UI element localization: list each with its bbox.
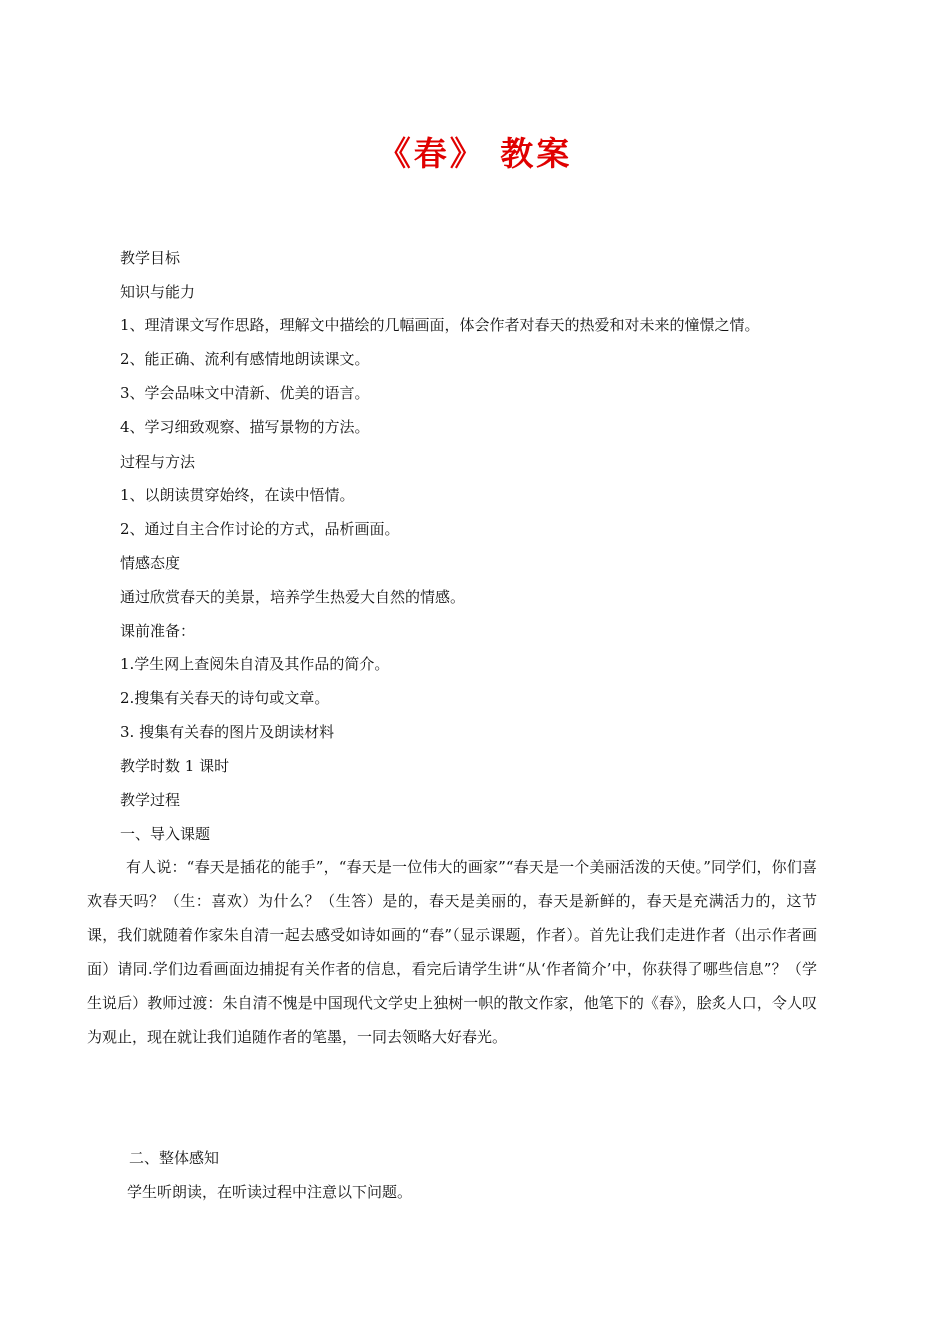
heading-knowledge-ability: 知识与能力 [120, 283, 196, 301]
attitude-text: 通过欣赏春天的美景，培养学生热爱大自然的情感。 [120, 588, 466, 606]
prep-item-1: 1.学生网上查阅朱自清及其作品的简介。 [120, 655, 390, 673]
heading-section-2: 二、整体感知 [129, 1149, 220, 1167]
heading-attitude: 情感态度 [120, 554, 181, 572]
heading-teaching-goals: 教学目标 [120, 249, 181, 267]
intro-paragraph: 有人说：“春天是插花的能手”，“春天是一位伟大的画家”“春天是一个美丽活泼的天使。”同学们，你们喜欢春天吗？（生：喜欢）为什么？（生答）是的，春天是美丽的，春天是新鲜的，春天是充满活力的，这节课，我们就随着作家朱自清一起去感受如诗如画的“春”（显示课题，作者）。首先让我们走进作者（出示作者画面）请同.学们边看画面边捕捉有关作者的信息，看完后请学生讲“从‘作者简介’中，你获得了哪些信息”？（学生说后）教师过渡：朱自清不愧是中国现代文学史上独树一帜的散文作家，他笔下的《春》，脍炙人口，令人叹为观止，现在就让我们追随作者的笔墨，一同去领略大好春光。 [87, 858, 817, 1046]
goal-item-1: 1、理清课文写作思路，理解文中描绘的几幅画面，体会作者对春天的热爱和对未来的憧憬之情。 [120, 316, 760, 334]
method-item-1: 1、以朗读贯穿始终，在读中悟情。 [120, 486, 355, 504]
prep-item-3: 3. 搜集有关春的图片及朗读材料 [120, 723, 335, 741]
method-item-2: 2、通过自主合作讨论的方式，品析画面。 [120, 520, 400, 538]
heading-teaching-process: 教学过程 [120, 791, 181, 809]
document-title: 《春》 教案 [377, 134, 573, 173]
section-2-text: 学生听朗读，在听读过程中注意以下问题。 [127, 1183, 413, 1201]
goal-item-3: 3、学会品味文中清新、优美的语言。 [120, 384, 370, 402]
heading-section-1: 一、导入课题 [120, 825, 211, 843]
class-hours: 教学时数 1 课时 [120, 757, 230, 775]
goal-item-2: 2、能正确、流利有感情地朗读课文。 [120, 350, 370, 368]
heading-preparation: 课前准备： [120, 622, 196, 640]
prep-item-2: 2.搜集有关春天的诗句或文章。 [120, 689, 330, 707]
goal-item-4: 4、学习细致观察、描写景物的方法。 [120, 418, 370, 436]
heading-process-method: 过程与方法 [120, 453, 196, 471]
